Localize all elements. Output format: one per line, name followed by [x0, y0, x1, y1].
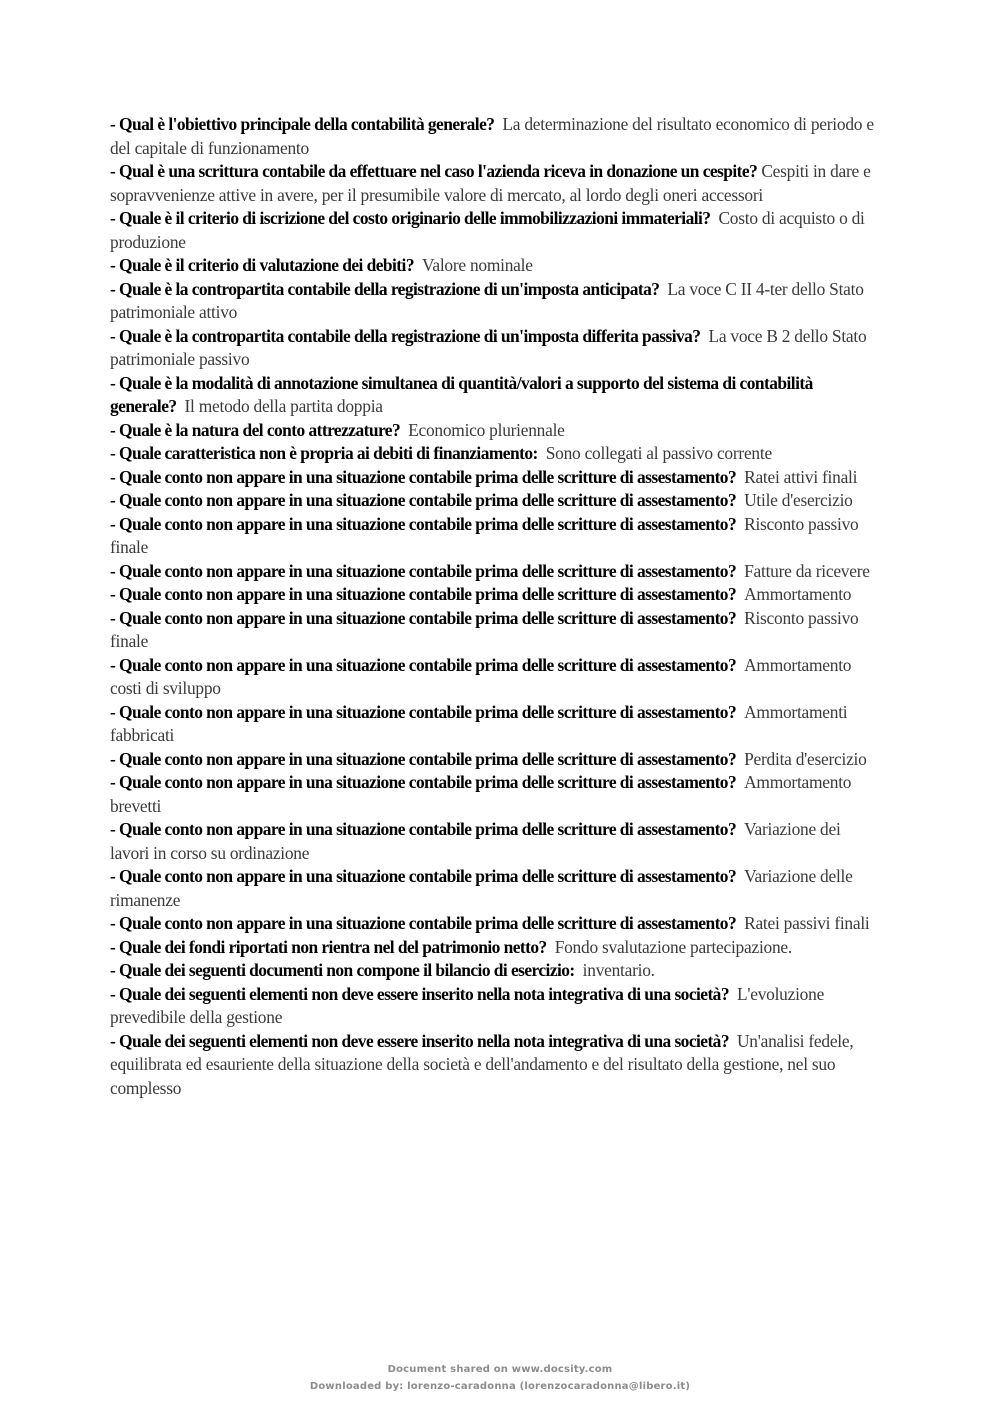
qa-item — [110, 489, 880, 513]
qa-item — [110, 466, 880, 490]
qa-item — [110, 818, 880, 865]
answer-text: Risconto passivo finale — [110, 607, 859, 651]
answer-text: Ammortamento costi di sviluppo — [110, 654, 852, 698]
answer-text: Fondo svalutazione partecipazione. — [554, 936, 792, 957]
question-text: - Quale è la contropartita contabile della registrazione di un'imposta differita passiva? — [110, 325, 701, 346]
answer-text: Cespiti in dare e sopravvenienze attive in avere, per il presumibile valore di mercato, al lordo degli oneri accessori — [110, 161, 871, 205]
qa-item — [110, 936, 880, 960]
question-text: - Qual è l'obiettivo principale della contabilità generale? — [110, 114, 495, 134]
answer-text: L'evoluzione prevedibile della gestione — [110, 983, 825, 1027]
question-text: - Quale conto non appare in una situazione contabile prima delle scritture di assestamento? — [110, 490, 737, 510]
question-text: - Qual è una scrittura contabile da effettuare nel caso l'azienda riceva in donazione un cespite? — [110, 161, 758, 181]
qa-item — [110, 748, 880, 772]
question-text: - Quale conto non appare in una situazione contabile prima delle scritture di assestamento? — [110, 466, 737, 487]
question-text: - Quale è la contropartita contabile della registrazione di un'imposta anticipata? — [110, 278, 660, 299]
qa-item — [110, 912, 880, 936]
question-text: - Quale conto non appare in una situazione contabile prima delle scritture di assestamento? — [110, 866, 737, 886]
qa-item — [110, 325, 880, 372]
question-text: - Quale conto non appare in una situazione contabile prima delle scritture di assestamento? — [110, 819, 737, 839]
question-text: - Quale conto non appare in una situazione contabile prima delle scritture di assestamento? — [110, 607, 737, 628]
qa-item — [110, 607, 880, 654]
question-text: - Quale dei seguenti elementi non deve essere inserito nella nota integrativa di una società? — [110, 1030, 729, 1051]
qa-item — [110, 1030, 880, 1101]
question-text: - Quale è la natura del conto attrezzature? — [110, 419, 401, 440]
qa-item — [110, 701, 880, 748]
question-text: - Quale conto non appare in una situazione contabile prima delle scritture di assestamento? — [110, 748, 737, 769]
qa-item — [110, 254, 880, 278]
qa-item — [110, 513, 880, 560]
question-text: - Quale dei fondi riportati non rientra nel del patrimonio netto? — [110, 936, 547, 957]
question-text: - Quale conto non appare in una situazione contabile prima delle scritture di assestamento? — [110, 913, 737, 933]
qa-item — [110, 113, 880, 160]
answer-text: La determinazione del risultato economico di periodo e del capitale di funzionamento — [110, 114, 874, 158]
qa-item — [110, 959, 880, 983]
answer-text: Ratei passivi finali — [744, 913, 870, 933]
qa-item — [110, 865, 880, 912]
qa-item — [110, 983, 880, 1030]
question-text: - Quale è il criterio di iscrizione del costo originario delle immobilizzazioni immateriali? — [110, 208, 711, 228]
document-body — [110, 113, 880, 1100]
question-text: - Quale conto non appare in una situazione contabile prima delle scritture di assestamento? — [110, 513, 737, 534]
question-text: - Quale è il criterio di valutazione dei debiti? — [110, 255, 414, 275]
qa-item — [110, 654, 880, 701]
answer-text: Utile d'esercizio — [744, 490, 853, 510]
answer-text: Variazione delle rimanenze — [110, 866, 853, 910]
answer-text: La voce B 2 dello Stato patrimoniale passivo — [110, 325, 867, 369]
question-text: - Quale è la modalità di annotazione simultanea di quantità/valori a supporto del sistema di contabilità generale? — [110, 372, 813, 416]
answer-text: Valore nominale — [421, 255, 533, 275]
qa-item — [110, 583, 880, 607]
question-text: - Quale conto non appare in una situazione contabile prima delle scritture di assestamento? — [110, 701, 737, 722]
qa-item — [110, 442, 880, 466]
qa-item — [110, 771, 880, 818]
answer-text: Un'analisi fedele, equilibrata ed esauriente della situazione della società e dell'andamento e del risultato della gestione, nel suo complesso — [110, 1030, 854, 1098]
qa-item — [110, 160, 880, 207]
qa-item — [110, 419, 880, 443]
answer-text: Perdita d'esercizio — [744, 748, 867, 769]
footer-downloaded-notice: Downloaded by: lorenzo-caradonna (lorenzocaradonna@libero.it) — [309, 1381, 691, 1392]
answer-text: Ratei attivi finali — [744, 466, 858, 487]
question-text: - Quale conto non appare in una situazione contabile prima delle scritture di assestamento? — [110, 772, 737, 792]
qa-item — [110, 560, 880, 584]
answer-text: Ammortamento — [744, 584, 852, 604]
answer-text: Risconto passivo finale — [110, 513, 859, 557]
answer-text: Fatture da ricevere — [744, 560, 870, 581]
question-text: - Quale caratteristica non è propria ai debiti di finanziamento: — [110, 443, 538, 463]
qa-item — [110, 207, 880, 254]
question-text: - Quale dei seguenti elementi non deve essere inserito nella nota integrativa di una società? — [110, 983, 729, 1004]
question-text: - Quale conto non appare in una situazione contabile prima delle scritture di assestamento? — [110, 584, 737, 604]
answer-text: Variazione dei lavori in corso su ordinazione — [110, 819, 841, 863]
answer-text: Economico pluriennale — [408, 419, 565, 440]
qa-item — [110, 278, 880, 325]
question-text: - Quale conto non appare in una situazione contabile prima delle scritture di assestamento? — [110, 560, 737, 581]
answer-text: Il metodo della partita doppia — [184, 396, 383, 416]
qa-item — [110, 372, 880, 419]
answer-text: La voce C II 4-ter dello Stato patrimoniale attivo — [110, 278, 864, 322]
answer-text: Ammortamento brevetti — [110, 772, 852, 816]
answer-text: Ammortamenti fabbricati — [110, 701, 848, 745]
question-text: - Quale dei seguenti documenti non compone il bilancio di esercizio: — [110, 960, 575, 980]
question-text: - Quale conto non appare in una situazione contabile prima delle scritture di assestamento? — [110, 654, 737, 675]
answer-text: inventario. — [582, 960, 655, 980]
answer-text: Costo di acquisto o di produzione — [110, 208, 865, 252]
footer-shared-notice: Document shared on www.docsity.com — [387, 1364, 613, 1375]
answer-text: Sono collegati al passivo corrente — [545, 443, 772, 463]
